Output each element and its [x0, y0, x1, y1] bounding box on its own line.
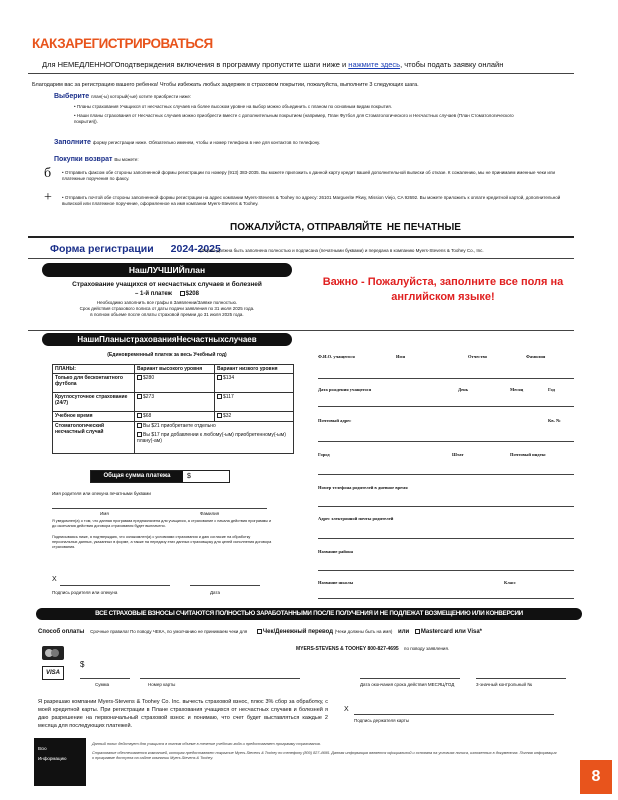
step3-text: Вы можете:: [114, 157, 139, 162]
divider: [28, 258, 574, 259]
divider: [28, 330, 574, 331]
plan-low-option[interactable]: $134: [215, 374, 294, 393]
date-line[interactable]: [190, 585, 260, 586]
check-note: (Чеки должны быть на имя): [334, 629, 393, 635]
plan-high-option[interactable]: $273: [135, 393, 215, 412]
form-title: Форма регистрации 2024-2025: [50, 243, 221, 255]
high-header: Вариант высокого уровня: [135, 365, 215, 374]
or-label: или: [398, 629, 410, 636]
visa-icon: VISA: [42, 666, 64, 680]
thanks-text: Благодарим вас за регистрацию вашего ребенка! Чтобы избежать любых задержек в страховом покрытии, пожалуйста, выполните 3 следующих шага.: [32, 82, 419, 88]
important-notice: Важно - Пожалуйста, заполните все поля на английском языке!: [322, 276, 564, 303]
expiry-label: Дата окончания срока действия МЕСЯЦ/ГОД: [360, 682, 455, 687]
cvv-line[interactable]: [476, 678, 566, 679]
dental-option-1[interactable]: Вы $21 приобретаете отдельно: [137, 423, 291, 429]
best-plan-price-line: – 1-й платеж $208: [135, 291, 199, 298]
city-line[interactable]: [318, 474, 574, 475]
amount-label: Сумма: [95, 682, 110, 687]
payment-row: [38, 629, 578, 635]
consent-text-2: Подписываясь ниже, я подтверждаю, что ознакомлен(а) с условиями страхования и даю согласие на обработку персональных данных, указанных в форме, а также на передачу этих данных страховщику для целей исполнения договора страхования.: [52, 535, 272, 549]
phone-line[interactable]: [318, 506, 574, 507]
step1-label: Выберите: [54, 93, 90, 100]
district-line[interactable]: [318, 570, 574, 571]
step2: [54, 139, 564, 146]
payment-note: Срочные правила! По поводу ЧЕКА, по умолчанию не принимаем чеки для: [90, 629, 248, 635]
cvv-label: 3-значный контрольный №: [476, 682, 533, 687]
first-name-label: Имя: [396, 354, 405, 359]
card-number-label: Номер карты: [148, 682, 176, 687]
year-label: Год: [548, 387, 555, 392]
plan-name: Круглосуточное страхование (24/7): [53, 393, 135, 412]
page-number: 8: [580, 760, 612, 794]
option-fax: • Отправить факсом обе стороны заполненной формы регистрации по номеру (913) 383-2035. Вы можете приложить к данной карту кредит вашей дополнительной выписки об отказе. К сожалению, мы не принимаем именные чеки или платежные поручения по факсу.: [62, 170, 556, 181]
birth-label: Дата рождения учащегося: [318, 387, 372, 392]
plan-high-option[interactable]: $68: [135, 412, 215, 422]
email-line[interactable]: [318, 538, 574, 539]
banner-divider: [28, 236, 574, 238]
expiry-line[interactable]: [360, 678, 460, 679]
last-name-label: Фамилия: [526, 354, 546, 359]
plans-table: [52, 364, 294, 454]
dental-option-2[interactable]: Вы $17 при добавлении к любому(-ым) приобретенному(-ым) плану(-ам): [137, 432, 286, 444]
consent-text-1: Я уведомлен(а) о том, что данная программа предназначена для учащихся, а страхование с начала действия программы и до окончания действия договора страхования будет выплачено.: [52, 519, 272, 528]
zip-label: Почтовый индекс: [510, 452, 547, 457]
card-signature-line[interactable]: [354, 714, 554, 715]
check-label: Чек/Денежный перевод: [262, 629, 334, 636]
step1-bullet-2: • Наши планы страхования от Несчастных случаев можно приобрести вместе с дополнительным покрытием (например, План Футбол для Стоматологического и Несчастных случаев (План Стоматологического покрытия)).: [74, 113, 514, 124]
dental-name: Стоматологический несчастный случай: [53, 422, 135, 454]
plan-name: Только для бесконтактного футбола: [53, 374, 135, 393]
fio-label: Ф.И.О. учащегося: [318, 354, 355, 359]
date-label: Дата: [210, 590, 220, 595]
city-label: Город: [318, 452, 330, 457]
plan-high-option[interactable]: $280: [135, 374, 215, 393]
first-name-sub: Имя: [100, 511, 109, 516]
intro-text: Для НЕМЕДЛЕННОГОподтверждения включения в программу пропустите шаги ниже и: [42, 60, 347, 69]
school-label: Название школы: [318, 580, 354, 585]
step3-label: Покупки возврат: [54, 156, 113, 163]
divider: [28, 73, 574, 74]
option-mail: • Отправить почтой обе стороны заполненной формы регистрации на адрес компании Myers-Stevens & Toohey по адресу: 26101 Marguerite Pkwy, Mission Viejo, CA 92692. Вы можете приложить к оплате кредитной картой, дополнительной выпиской или платежное поручение, оформленное на имя компании Myers-Stevens & Toohey.: [62, 195, 561, 206]
step3: [54, 156, 564, 163]
parent-signature-label: Подпись родителя или опекуна: [52, 590, 118, 595]
footer-text-2: Страхование обеспечивается компанией, которая предоставляет покрытие Myers-Stevens & Toohey по телефону (800) 827-4695. Данная информация является официальной и основана на условиях полиса, изложенных в документах. Полная информация о программе доступна на сайте компании Myers-Stevens & Toohey.: [92, 751, 557, 760]
last-name-sub: Фамилия: [200, 511, 220, 516]
school-line[interactable]: [318, 598, 574, 599]
plan-name: Учебное время: [53, 412, 135, 422]
check-checkbox[interactable]: [257, 629, 262, 634]
authorize-text: Я разрешаю компании Myers-Stevens & Toohey Co. Inc. вычесть страховой взнос, плюс 3% сбор за обработку, с моей кредитной карты. При регистрации в Плане страхования учащихся от несчастных случаев и болезней я даю разрешение на первоначальный страховой взнос и понимаю, что счет будет выставляться каждые 2 месяца для последующих платежей.: [38, 699, 328, 729]
step1-text: план(-ы) который(-ые) хотите приобрести ниже:: [91, 94, 192, 99]
email-label: Адрес электронной почты родителей: [318, 516, 394, 521]
best-plan-banner: НашЛУЧШИЙплан: [42, 263, 292, 277]
plan-low-option[interactable]: $117: [215, 393, 294, 412]
best-plan-checkbox[interactable]: [180, 291, 185, 296]
annual-note: (Единовременный платеж за весь Учебный год): [107, 352, 227, 358]
payment-method-label: Способ оплаты: [38, 629, 85, 636]
best-plan-title: Страхование учащихся от несчастных случаев и болезней: [72, 281, 262, 288]
best-plan-notes: Необходимо заполнить все графы в Заявлении/Заявке полностью. Срок действия страхового полиса от даты подачи заявления по 31 июля 2025 года. в полном объеме после оплаты страховой премии до 31 июля 2025 года.: [79, 300, 255, 317]
apt-label: Кв. №: [548, 418, 561, 423]
birth-line[interactable]: [318, 406, 574, 407]
form-subtitle: (Форма должна быть заполнена полностью и подписана (печатными буквами) и передана в компанию Myers-Stevens & Toohey Co., Inc.: [200, 248, 484, 253]
apply-online-link[interactable]: нажмите здесь: [348, 60, 401, 69]
step2-text: форму регистрации ниже. Обязательно именем, чтобы и номер телефона в нее для контактов по телефону.: [92, 140, 321, 145]
card-signature-x: X: [344, 706, 349, 713]
plan-low-option[interactable]: $32: [215, 412, 294, 422]
fax-icon: б: [44, 166, 52, 181]
low-header: Вариант низкого уровня: [215, 365, 294, 374]
parent-signature-x: X: [52, 576, 57, 583]
address-line[interactable]: [318, 441, 574, 442]
card-label: Mastercard или Visa*: [420, 629, 482, 636]
footer-text-1: Данный полис действует для учащихся в полном объеме в течение учебного года и предоставляет программу страхования.: [92, 742, 321, 746]
address-label: Почтовый адрес: [318, 418, 352, 423]
footer-label-1: Всю: [38, 746, 47, 751]
footer-label-2: Информацию: [38, 756, 67, 761]
student-name-line[interactable]: [318, 378, 574, 379]
intro-text-after: , чтобы подать заявку онлайн: [400, 60, 504, 69]
footer-text-box: [86, 738, 564, 786]
payments-banner: ВСЕ СТРАХОВЫЕ ВЗНОСЫ СЧИТАЮТСЯ ПОЛНОСТЬЮ ЗАРАБОТАННЫМИ ПОСЛЕ ПОЛУЧЕНИЯ И НЕ ПОДЛЕЖАТ ВОЗМЕЩЕНИЮ ИЛИ КОНВЕРСИИ: [36, 608, 582, 620]
amount-symbol: $: [80, 660, 85, 669]
grade-label: Класс: [504, 580, 517, 585]
total-amount-field[interactable]: $: [187, 473, 191, 480]
card-signature-label: Подпись держателя карты: [354, 718, 410, 723]
mastercard-icon: [42, 646, 64, 660]
card-number-line[interactable]: [140, 678, 300, 679]
payee-line: MYERS-STEVENS & TOOHEY 800-827-4695 по поводу заявления.: [296, 646, 450, 652]
parent-signature-line[interactable]: [60, 585, 170, 586]
mail-icon: +: [44, 190, 52, 205]
district-label: Название района: [318, 549, 353, 554]
amount-line[interactable]: [80, 678, 130, 679]
step1-bullet-1: • Планы страхования Учащихся от несчастных случаев на более высоком уровне на выбор можно объединить с планом по основным видам покрытия.: [74, 104, 392, 109]
total-label: Общая сумма платежа: [91, 471, 183, 482]
plans-header: ПЛАНЫ:: [53, 365, 135, 374]
middle-name-label: Отчество: [468, 354, 488, 359]
month-label: Месяц: [510, 387, 524, 392]
intro-line: [42, 60, 503, 69]
send-banner: ПОЖАЛУЙСТА, ОТПРАВЛЯЙТЕ НЕ ПЕЧАТНЫЕ: [230, 222, 461, 233]
card-checkbox[interactable]: [415, 629, 420, 634]
step2-label: Заполните: [54, 139, 91, 146]
page-title: КАКЗАРЕГИСТРИРОВАТЬСЯ: [32, 36, 213, 51]
footer-box: [34, 738, 564, 786]
day-label: День: [458, 387, 469, 392]
parent-name-label: Имя родителя или опекуна печатными буквами: [52, 491, 151, 496]
step1: [54, 93, 564, 125]
total-box: [90, 470, 230, 483]
accident-plans-banner: НашиПланыстрахованияНесчастныхслучаев: [42, 333, 292, 346]
state-label: Штат: [452, 452, 464, 457]
phone-label: Номер телефона родителей в дневное время: [318, 485, 408, 490]
parent-name-line[interactable]: [52, 508, 267, 509]
